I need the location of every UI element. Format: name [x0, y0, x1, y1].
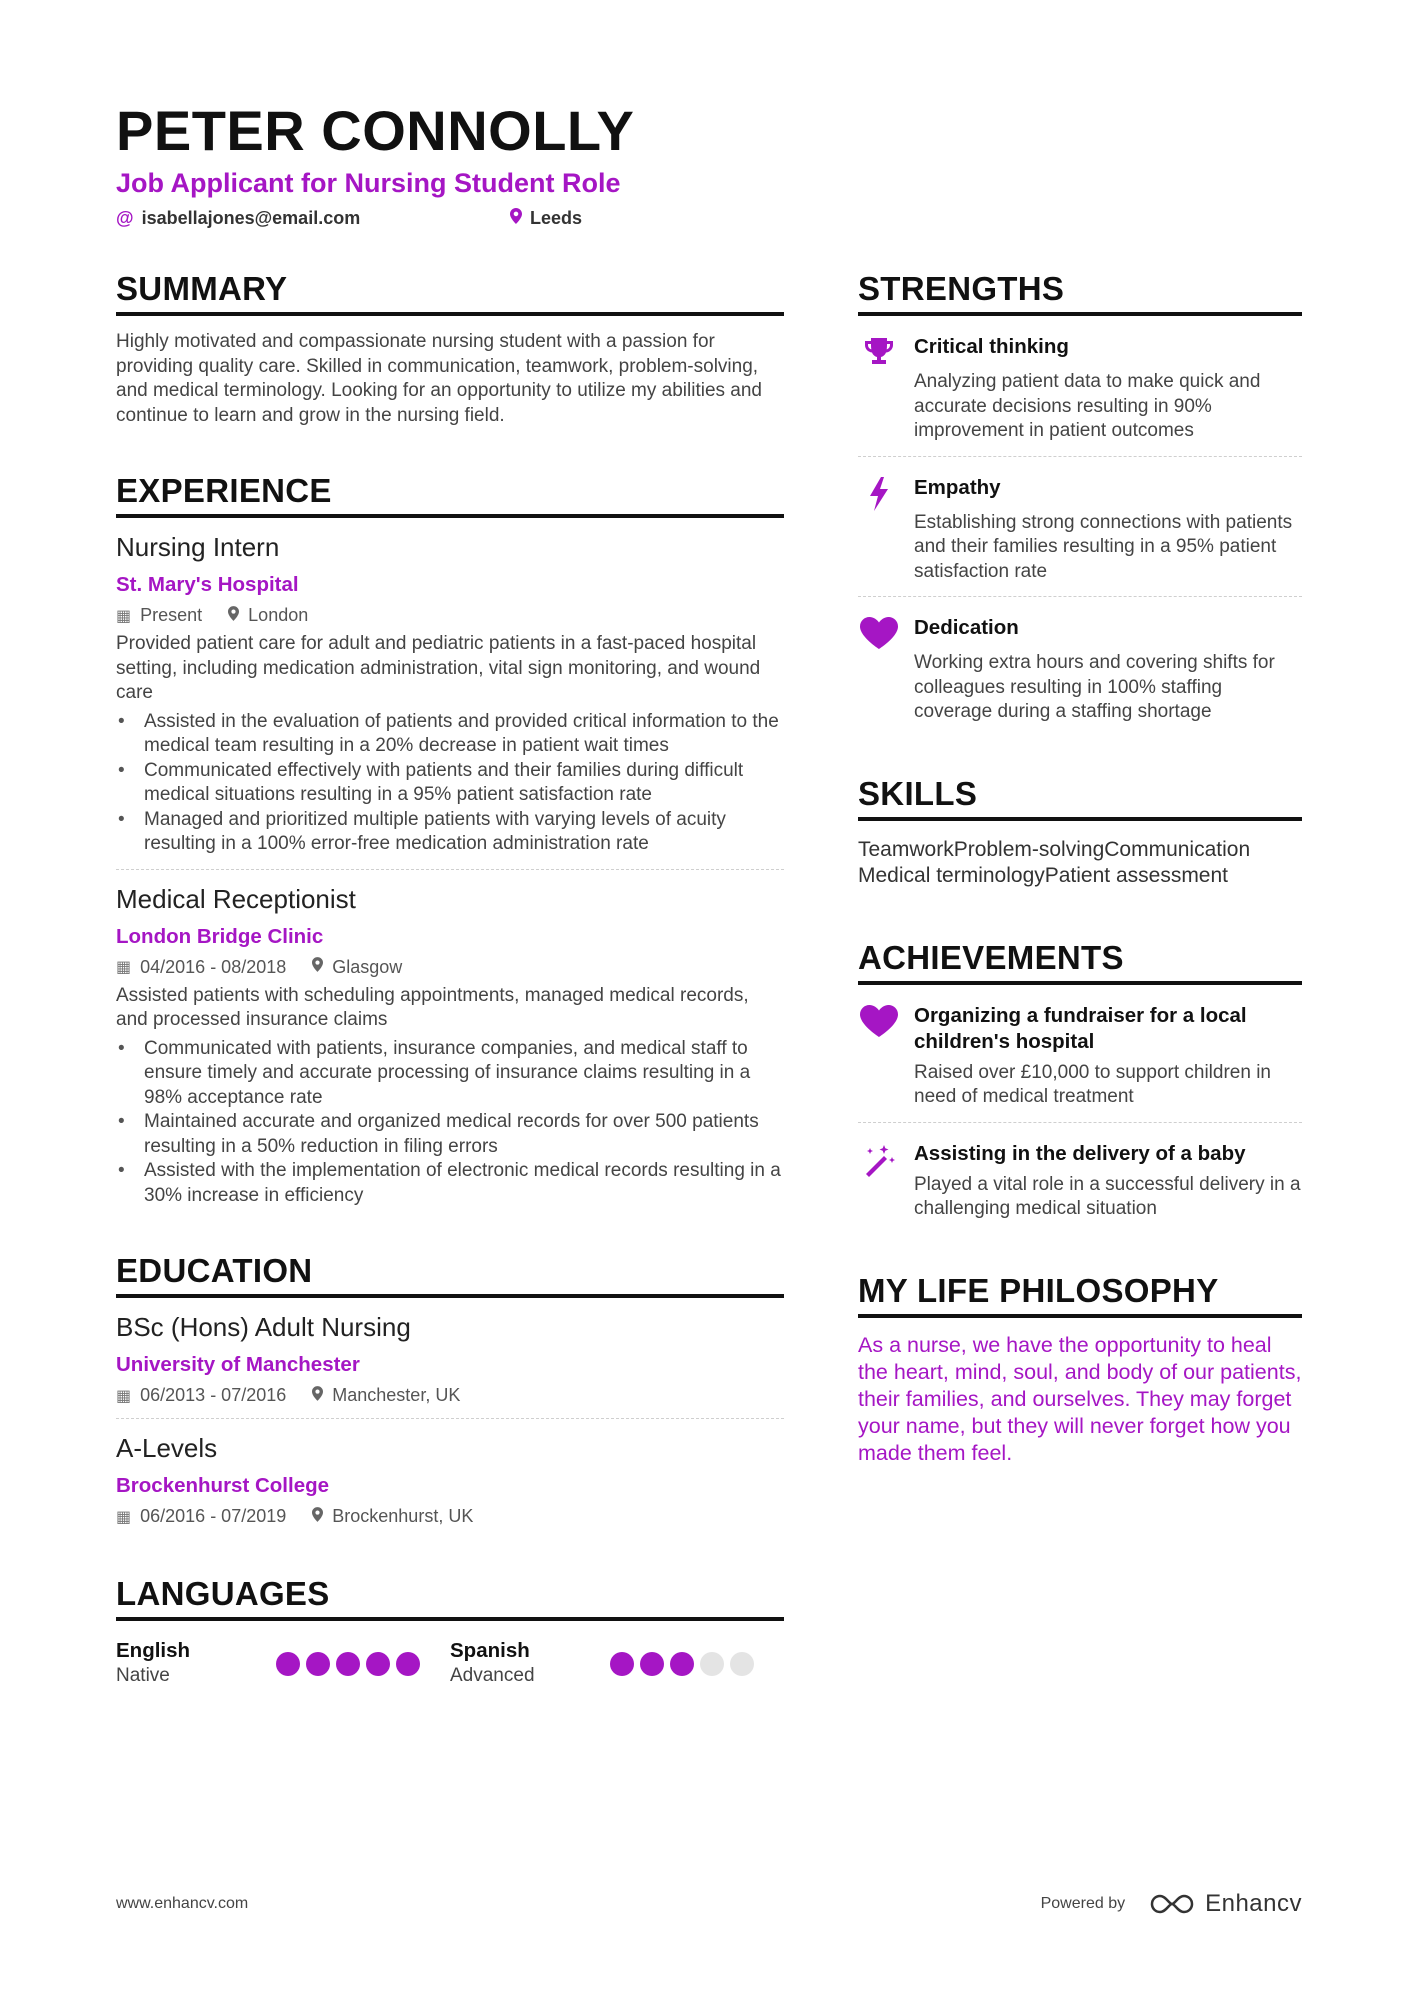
achievement-item — [858, 1123, 1302, 1234]
divider — [116, 869, 784, 870]
strength-title: Dedication — [914, 616, 1019, 639]
experience-heading: EXPERIENCE — [116, 472, 784, 518]
languages-list — [116, 1639, 784, 1687]
job-description: Provided patient care for adult and pediatric patients in a fast-paced hospital setting, including medication administration, vital sign monitoring, and wound care — [116, 633, 761, 703]
proficiency-dots — [276, 1652, 420, 1676]
proficiency-dot-filled — [366, 1652, 390, 1676]
footer-branding[interactable] — [1041, 1890, 1302, 1918]
job-location: London — [248, 605, 309, 625]
contact-email[interactable] — [116, 208, 360, 229]
at-icon: @ — [116, 208, 134, 228]
proficiency-dot-filled — [306, 1652, 330, 1676]
right-column — [858, 270, 1302, 1467]
proficiency-dot-filled — [670, 1652, 694, 1676]
job-entry — [116, 532, 784, 870]
language-level: Native — [116, 1665, 170, 1686]
calendar-icon: ▦ — [116, 607, 132, 625]
job-entry — [116, 884, 784, 1209]
achievement-title: Assisting in the delivery of a baby — [914, 1141, 1246, 1165]
list-item: • Assisted in the evaluation of patients and provided critical information to the medical team resulting in a 20% decrease in patient wait times — [116, 710, 784, 759]
education-entry — [116, 1433, 784, 1527]
proficiency-dot-empty — [700, 1652, 724, 1676]
proficiency-dot-filled — [336, 1652, 360, 1676]
education-school: University of Manchester — [116, 1353, 360, 1376]
job-role: Nursing Intern — [116, 532, 280, 562]
strength-item — [858, 597, 1302, 737]
skills-heading: SKILLS — [858, 775, 1302, 821]
calendar-icon: ▦ — [116, 1387, 132, 1405]
proficiency-dot-filled — [396, 1652, 420, 1676]
language-name: Spanish — [450, 1639, 530, 1662]
candidate-title: Job Applicant for Nursing Student Role — [116, 168, 621, 198]
education-location: Manchester, UK — [332, 1385, 461, 1405]
powered-by-label: Powered by — [1040, 1895, 1126, 1912]
job-company: London Bridge Clinic — [116, 924, 324, 948]
location-pin-icon — [510, 208, 522, 229]
heart-icon — [858, 615, 900, 725]
strength-desc: Working extra hours and covering shifts for colleagues resulting in 100% staffing coverage during a staffing shortage — [914, 652, 1275, 722]
job-date: 04/2016 - 08/2018 — [140, 956, 287, 977]
strength-title: Empathy — [914, 475, 1001, 499]
calendar-icon: ▦ — [116, 959, 132, 976]
calendar-icon: ▦ — [116, 1508, 132, 1526]
strengths-heading: STRENGTHS — [858, 270, 1302, 316]
list-item: • Communicated effectively with patients and their families during difficult medical situations resulting in a 95% patient satisfaction rate — [116, 759, 784, 808]
education-location: Brockenhurst, UK — [332, 1506, 474, 1526]
job-date: Present — [140, 605, 203, 625]
education-heading: EDUCATION — [116, 1252, 784, 1298]
proficiency-dots — [610, 1652, 754, 1676]
job-role: Medical Receptionist — [116, 883, 356, 914]
heart-icon — [858, 1003, 900, 1110]
footer-website[interactable]: www.enhancv.com — [116, 1895, 249, 1912]
proficiency-dot-filled — [276, 1652, 300, 1676]
enhancv-logo-icon — [1149, 1892, 1195, 1916]
location-pin-icon — [312, 1386, 323, 1406]
strength-title: Critical thinking — [914, 335, 1069, 358]
strength-desc: Analyzing patient data to make quick and accurate decisions resulting in 90% improvement in patient outcomes — [914, 371, 1261, 441]
achievement-desc: Raised over £10,000 to support children in need of medical treatment — [914, 1061, 1272, 1107]
lightning-icon — [858, 475, 900, 585]
job-bullets — [116, 1037, 784, 1209]
candidate-name: PETER CONNOLLY — [116, 99, 635, 162]
achievements-heading: ACHIEVEMENTS — [858, 939, 1302, 985]
location-pin-icon — [228, 606, 239, 626]
language-name: English — [116, 1639, 191, 1662]
language-item — [116, 1639, 450, 1687]
proficiency-dot-filled — [640, 1652, 664, 1676]
list-item: • Maintained accurate and organized medical records for over 500 patients resulting in a 50% reduction in filing errors — [116, 1110, 784, 1159]
job-company: St. Mary's Hospital — [116, 573, 299, 596]
summary-heading: SUMMARY — [116, 270, 784, 316]
strength-item — [858, 316, 1302, 457]
philosophy-text: As a nurse, we have the opportunity to heal the heart, mind, soul, and body of our patients, their families, and ourselves. They may forget your name, but they will never forget how you made them feel. — [858, 1332, 1302, 1465]
skills-line: TeamworkProblem-solvingCommunication — [858, 837, 1251, 861]
brand-name: Enhancv — [1205, 1890, 1302, 1917]
location-pin-icon — [312, 1507, 323, 1527]
trophy-icon — [858, 334, 900, 444]
divider — [116, 1418, 784, 1419]
list-item: • Assisted with the implementation of electronic medical records resulting in a 30% increase in efficiency — [116, 1159, 784, 1208]
contact-location — [510, 208, 582, 229]
strength-desc: Establishing strong connections with patients and their families resulting in a 95% patient satisfaction rate — [914, 511, 1293, 582]
brand-logo — [1149, 1890, 1302, 1918]
philosophy-heading: MY LIFE PHILOSOPHY — [858, 1272, 1302, 1318]
proficiency-dot-filled — [610, 1652, 634, 1676]
language-level: Advanced — [450, 1665, 535, 1686]
education-school: Brockenhurst College — [116, 1474, 330, 1497]
education-date: 06/2016 - 07/2019 — [140, 1506, 287, 1526]
job-meta — [116, 605, 784, 626]
education-degree: A-Levels — [116, 1433, 218, 1463]
left-column — [116, 270, 784, 1687]
strength-item — [858, 457, 1302, 598]
achievement-desc: Played a vital role in a successful delivery in a challenging medical situation — [914, 1173, 1301, 1219]
education-meta — [116, 1385, 784, 1406]
achievement-title: Organizing a fundraiser for a local children's hospital — [914, 1003, 1247, 1053]
education-meta — [116, 1506, 784, 1527]
education-entry — [116, 1312, 784, 1419]
job-location: Glasgow — [332, 956, 403, 977]
job-description: Assisted patients with scheduling appointments, managed medical records, and processed insurance claims — [116, 984, 749, 1030]
achievement-item — [858, 985, 1302, 1123]
languages-heading: LANGUAGES — [116, 1575, 784, 1621]
list-item: • Communicated with patients, insurance companies, and medical staff to ensure timely and accurate processing of insurance claims resulting in a 98% acceptance rate — [116, 1037, 784, 1111]
skills-line: Medical terminologyPatient assessment — [858, 863, 1229, 887]
email-text: isabellajones@email.com — [141, 208, 361, 228]
job-bullets — [116, 710, 784, 857]
list-item: • Managed and prioritized multiple patients with varying levels of acuity resulting in a 100% error-free medication administration rate — [116, 808, 784, 857]
education-date: 06/2013 - 07/2016 — [140, 1385, 287, 1405]
skills-list — [858, 837, 1302, 889]
job-meta — [116, 957, 784, 978]
education-degree: BSc (Hons) Adult Nursing — [116, 1312, 411, 1342]
location-pin-icon — [312, 957, 323, 977]
language-item — [450, 1639, 784, 1687]
proficiency-dot-empty — [730, 1652, 754, 1676]
location-text: Leeds — [530, 208, 583, 228]
magic-wand-icon — [858, 1141, 900, 1222]
summary-text: Highly motivated and compassionate nursing student with a passion for providing quality care. Skilled in communication, teamwork, problem-solving, and medical terminology. Looking for an opportunity to utilize my abilities and continue to learn and grow in the nursing field. — [116, 331, 762, 426]
